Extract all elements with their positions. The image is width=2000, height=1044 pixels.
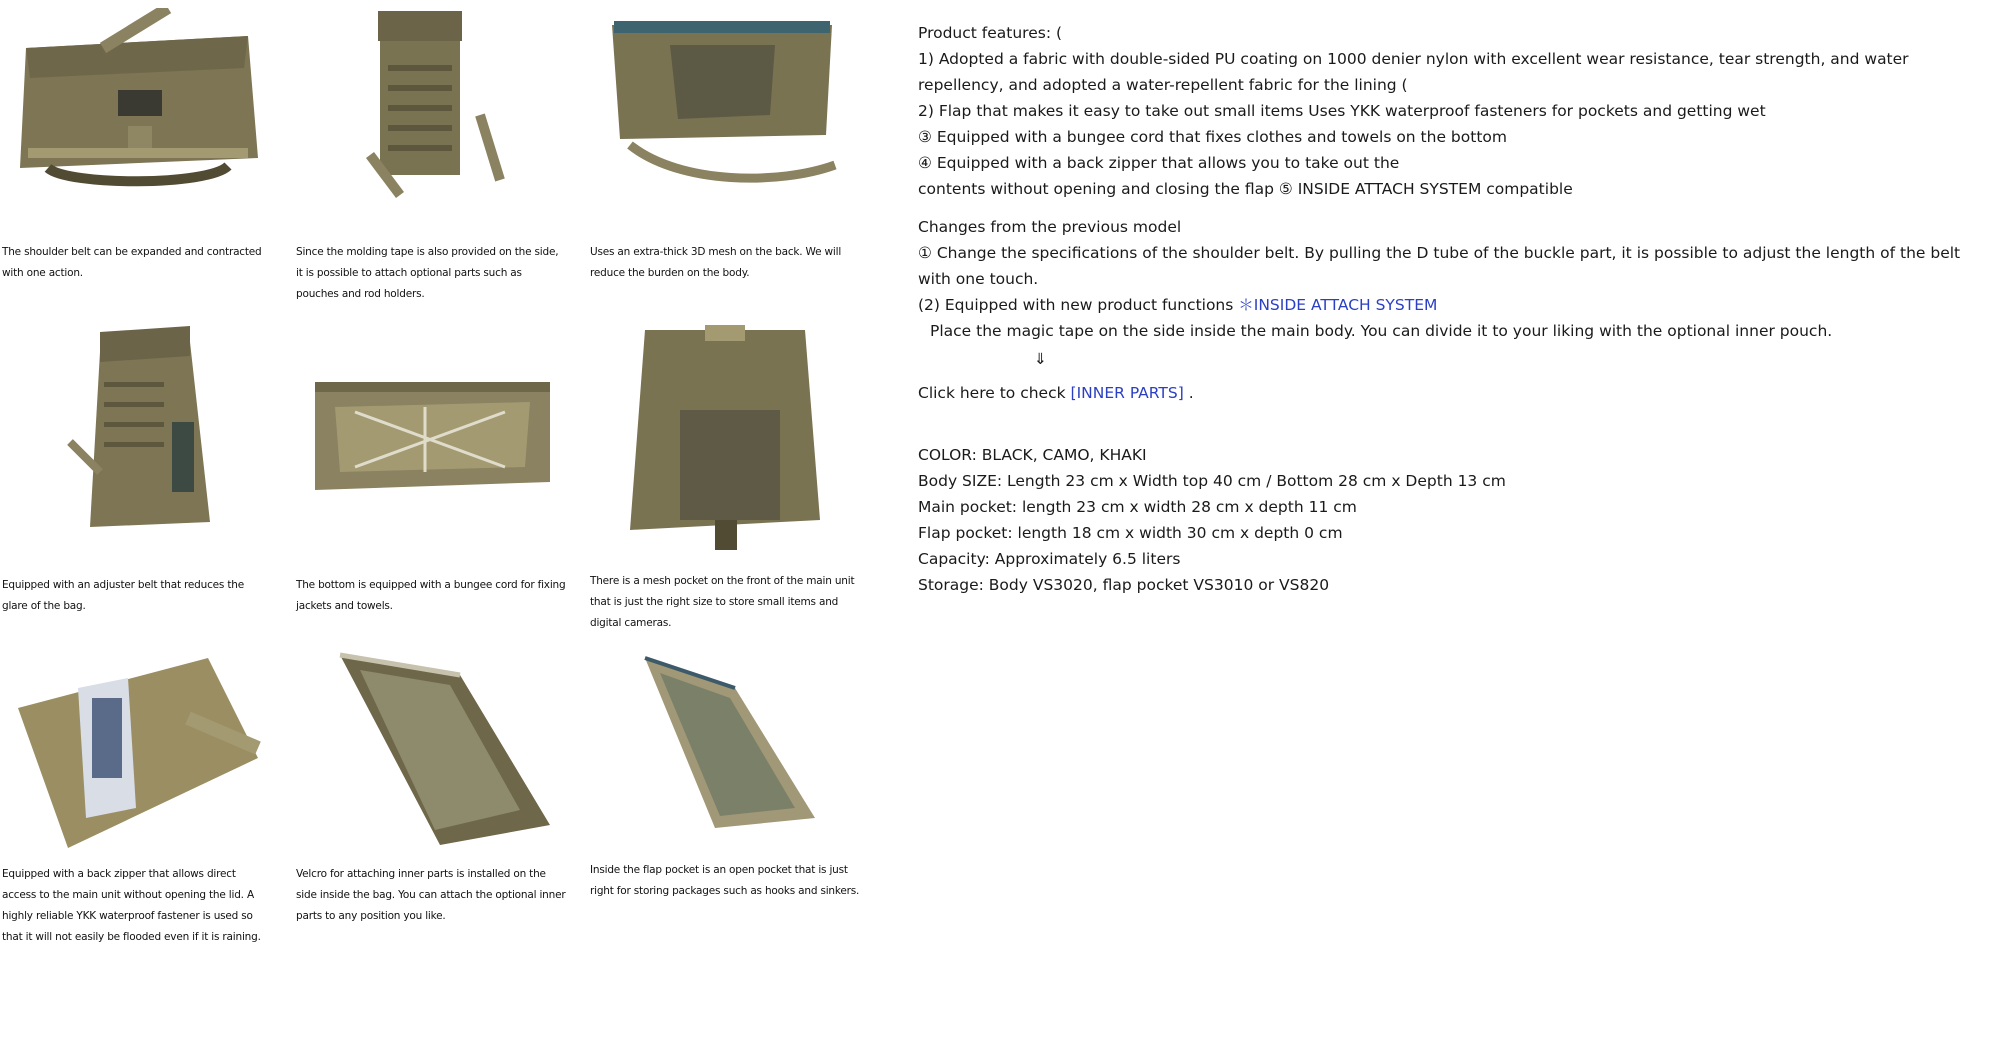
photo-caption: The bottom is equipped with a bungee cord for fixing jackets and towels. — [296, 579, 566, 612]
bag-front-photo — [8, 8, 263, 188]
inside-attach-system-link[interactable]: ＊INSIDE ATTACH SYSTEM — [1238, 296, 1438, 314]
inner-parts-link[interactable]: [INNER PARTS] — [1070, 384, 1184, 402]
photo-caption: Equipped with a back zipper that allows direct access to the main unit without opening the lid. A highly reliable YKK waterproof fastener is used so that it will not easily be flooded even if it is raining. — [2, 868, 261, 943]
feature-item: contents without opening and closing the flap ⑤ INSIDE ATTACH SYSTEM compatible — [918, 180, 1573, 198]
change-item-label: (2) Equipped with new product functions — [918, 296, 1239, 314]
photo-caption: The shoulder belt can be expanded and contracted with one action. — [2, 246, 262, 279]
changes-title: Changes from the previous model — [918, 218, 1182, 236]
photo-caption: Velcro for attaching inner parts is installed on the side inside the bag. You can attach the optional inner parts to any position you like. — [296, 868, 566, 922]
down-arrow-icon: ⇓ — [1034, 350, 1047, 368]
photo-caption: Since the molding tape is also provided on the side, it is possible to attach optional parts such as pouches and rod holders. — [296, 246, 559, 300]
inner-parts-suffix: . — [1183, 384, 1194, 402]
spec-body-size: Body SIZE: Length 23 cm x Width top 40 cm / Bottom 28 cm x Depth 13 cm — [918, 472, 1506, 490]
bag-back-photo — [600, 15, 845, 190]
photo-caption: There is a mesh pocket on the front of the main unit that is just the right size to store small items and digital cameras. — [590, 575, 855, 629]
bag-flap-pocket-photo — [625, 648, 825, 838]
feature-item: 1) Adopted a fabric with double-sided PU coating on 1000 denier nylon with excellent wear resistance, tear strength, and water repellency, and adopted a water-repellent fabric for the lining ( — [918, 50, 1909, 94]
bag-bottom-photo — [305, 372, 560, 502]
feature-item: ③ Equipped with a bungee cord that fixes clothes and towels on the bottom — [918, 128, 1507, 146]
inner-parts-line — [918, 380, 1978, 406]
change-item — [918, 292, 1978, 318]
spec-color: COLOR: BLACK, CAMO, KHAKI — [918, 446, 1147, 464]
product-description — [918, 20, 1978, 598]
feature-item: 2) Flap that makes it easy to take out small items Uses YKK waterproof fasteners for pockets and getting wet — [918, 102, 1766, 120]
bag-side-photo — [330, 5, 510, 200]
feature-item: ④ Equipped with a back zipper that allows you to take out the — [918, 154, 1400, 172]
spec-flap-pocket: Flap pocket: length 18 cm x width 30 cm x depth 0 cm — [918, 524, 1343, 542]
spec-main-pocket: Main pocket: length 23 cm x width 28 cm x depth 11 cm — [918, 498, 1357, 516]
photo-caption: Uses an extra-thick 3D mesh on the back. We will reduce the burden on the body. — [590, 246, 842, 279]
spec-capacity: Capacity: Approximately 6.5 liters — [918, 550, 1181, 568]
change-item-detail: Place the magic tape on the side inside the main body. You can divide it to your liking with the optional inner pouch. — [930, 322, 1833, 340]
photo-caption: Inside the flap pocket is an open pocket that is just right for storing packages such as hooks and sinkers. — [590, 864, 860, 897]
bag-inside-velcro-photo — [320, 645, 560, 850]
bag-mesh-pocket-photo — [625, 320, 825, 560]
photo-caption: Equipped with an adjuster belt that reduces the glare of the bag. — [2, 579, 244, 612]
bag-adjuster-photo — [60, 322, 230, 537]
change-item: ① Change the specifications of the shoulder belt. By pulling the D tube of the buckle part, it is possible to adjust the length of the belt with one touch. — [918, 244, 1961, 288]
spec-storage: Storage: Body VS3020, flap pocket VS3010 or VS820 — [918, 576, 1330, 594]
product-photo-grid — [0, 0, 870, 1000]
bag-back-zipper-photo — [8, 648, 268, 853]
inner-parts-label: Click here to check — [918, 384, 1071, 402]
features-title: Product features: ( — [918, 24, 1063, 42]
